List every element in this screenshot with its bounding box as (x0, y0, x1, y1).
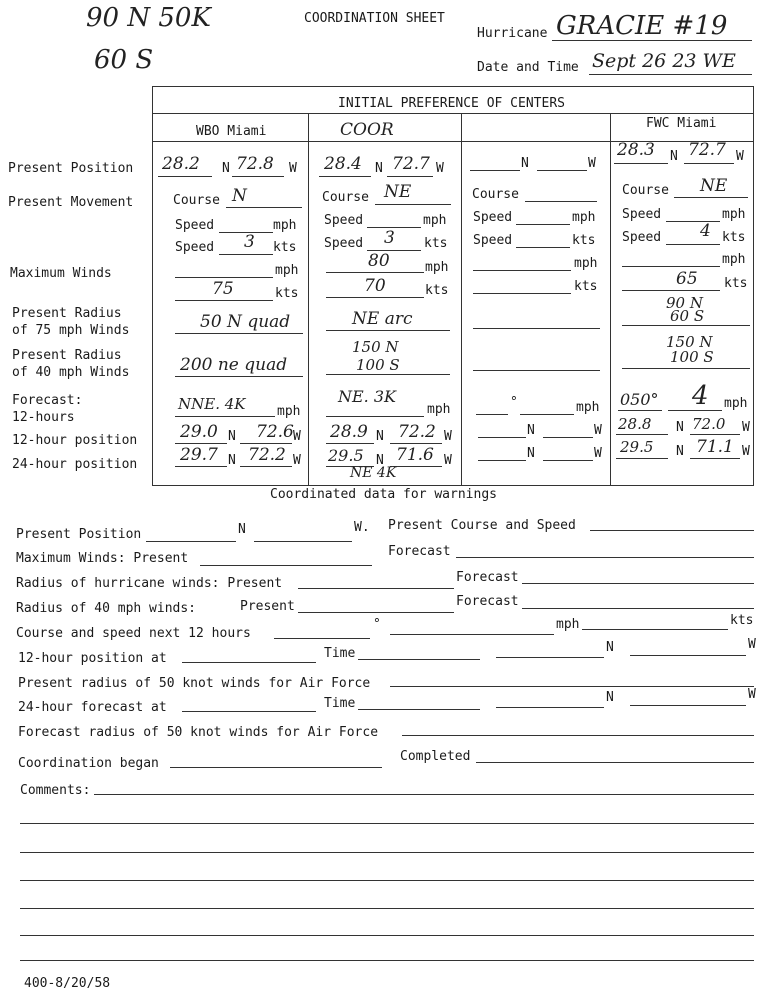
comment-line (20, 823, 754, 824)
fwc-n-label: N (670, 149, 678, 164)
coor-n24-label: N (376, 453, 384, 468)
cd-radius-hurricane-forecast-field (522, 583, 754, 584)
cd-fc24-time-field (358, 709, 480, 710)
wbo-lat: 28.2 (162, 154, 200, 174)
top-note-2: 60 S (94, 45, 154, 75)
wbo-w-label: W (289, 161, 297, 176)
fwc-lat12: 28.8 (618, 415, 652, 433)
coor-forecast: NE. 3K (338, 387, 396, 406)
coordinated-title: Coordinated data for warnings (270, 487, 497, 502)
table-caption: INITIAL PREFERENCE OF CENTERS (338, 96, 565, 111)
coor-lat12: 28.9 (330, 422, 368, 442)
cd-next12-course-field (274, 638, 370, 639)
fwc-radius75-a: 90 N (666, 294, 703, 312)
cd-radius-40-forecast-label: Forecast (456, 594, 519, 609)
cd-radius-40-field (298, 612, 454, 613)
coor-mph-label: mph (423, 213, 447, 228)
cd-pos12-lat-field (496, 657, 604, 658)
preference-table (152, 86, 754, 486)
label-radius75-2: of 75 mph Winds (12, 323, 130, 338)
wbo-course-label: Course (173, 193, 220, 208)
cd-fc24-w-label: W (748, 687, 756, 702)
col3-n-label: N (521, 156, 529, 171)
cd-radius-hurricane-label: Radius of hurricane winds: Present (16, 576, 283, 591)
hurricane-label: Hurricane (477, 26, 548, 41)
form-number: 400-8/20/58 (24, 976, 111, 991)
cd-present-position-label: Present Position (16, 527, 142, 542)
cd-fc24-lon-field (630, 705, 746, 706)
cd-pos12-w-label: W (748, 637, 756, 652)
fwc-max-mph-label: mph (722, 252, 746, 267)
fwc-max-kts: 65 (676, 269, 698, 289)
fwc-mph-label: mph (722, 207, 746, 222)
cd-began-field (170, 767, 382, 768)
wbo-forecast: NNE. 4K (178, 395, 246, 413)
label-radius75-1: Present Radius (12, 306, 122, 321)
comment-line (20, 880, 754, 881)
fwc-speed-kts: 4 (700, 221, 711, 241)
fwc-max-kts-label: kts (724, 276, 748, 291)
cd-pos12-time-label: Time (324, 646, 356, 661)
cd-w-label: W. (354, 520, 370, 535)
col3-w-label: W (588, 156, 596, 171)
fwc-lon12: 72.0 (692, 415, 726, 433)
hurricane-name: GRACIE #19 (556, 11, 728, 41)
wbo-lat12: 29.0 (180, 422, 218, 442)
label-24-hour-position: 24-hour position (12, 457, 138, 472)
cd-pos12-at-field (182, 662, 316, 663)
column-wbo: WBO Miami (196, 124, 267, 139)
page-title: COORDINATION SHEET (304, 11, 445, 26)
cd-max-winds-label: Maximum Winds: Present (16, 551, 189, 566)
fwc-speed-mph-label: Speed (622, 207, 662, 222)
fwc-lat24: 29.5 (620, 438, 654, 456)
col3-n12-label: N (527, 423, 535, 438)
cd-deg-label: ° (373, 617, 381, 632)
wbo-forecast-mph-label: mph (277, 404, 301, 419)
cd-pos12-label: 12-hour position at (18, 651, 167, 666)
fwc-radius75-b: 60 S (670, 307, 705, 325)
cd-pos12-lon-field (630, 655, 746, 656)
coor-lon: 72.7 (392, 154, 430, 174)
coor-n-label: N (375, 161, 383, 176)
cd-position-lon-field (254, 541, 352, 542)
coor-lat24: 29.5 (328, 446, 364, 465)
cd-radius-40-present-label: Present (240, 599, 295, 614)
col3-max-mph-label: mph (574, 256, 598, 271)
col3-kts-label: kts (572, 233, 596, 248)
wbo-lat24: 29.7 (180, 445, 218, 465)
coor-w-label: W (436, 161, 444, 176)
wbo-max-kts: 75 (212, 279, 234, 299)
wbo-max-mph-label: mph (275, 263, 299, 278)
wbo-max-kts-label: kts (275, 286, 299, 301)
coor-lat: 28.4 (324, 154, 362, 174)
cd-course-speed-label: Present Course and Speed (388, 518, 576, 533)
col3-deg-label: ° (510, 395, 518, 410)
coor-max-kts-label: kts (425, 283, 449, 298)
wbo-speed-kts: 3 (244, 232, 255, 252)
cd-fc24-at-field (182, 711, 316, 712)
cd-fc24-time-label: Time (324, 696, 356, 711)
cd-completed-field (476, 762, 754, 763)
coor-course: NE (384, 182, 412, 202)
coor-lon12: 72.2 (398, 422, 436, 442)
cd-next12-speed-field (390, 634, 554, 635)
wbo-radius75: 50 N quad (200, 312, 291, 332)
coor-course-label: Course (322, 190, 369, 205)
label-forecast: Forecast: (12, 393, 83, 408)
col3-mph-label: mph (572, 210, 596, 225)
comment-line (20, 908, 754, 909)
fwc-w12-label: W (742, 420, 750, 435)
cd-forecast-label: Forecast (388, 544, 451, 559)
cd-pos12-n-label: N (606, 640, 614, 655)
wbo-kts-label: kts (273, 240, 297, 255)
cd-forecast-field (456, 557, 754, 558)
top-note-1: 90 N 50K (86, 3, 211, 33)
label-12-hours: 12-hours (12, 410, 75, 425)
cd-next12-kts-field (582, 629, 728, 630)
coor-max-mph-label: mph (425, 260, 449, 275)
cd-radius-40-label: Radius of 40 mph winds: (16, 601, 197, 616)
wbo-mph-label: mph (273, 218, 297, 233)
cd-n-label: N (238, 522, 246, 537)
wbo-w24-label: W (293, 453, 301, 468)
wbo-lon12: 72.6 (256, 422, 294, 442)
cd-completed-label: Completed (400, 749, 471, 764)
cd-radius-hurricane-field (298, 588, 454, 589)
cd-pos12-time-field (358, 659, 480, 660)
cd-radius50-field (390, 686, 754, 687)
col3-w12-label: W (594, 423, 602, 438)
cd-radius50-label: Present radius of 50 knot winds for Air Force (18, 676, 371, 691)
wbo-n-label: N (222, 161, 230, 176)
fwc-course-label: Course (622, 183, 669, 198)
fwc-course: NE (700, 176, 728, 196)
fwc-lon24: 71.1 (696, 437, 734, 457)
comment-line (20, 852, 754, 853)
col3-w24-label: W (594, 446, 602, 461)
fwc-radius40-a: 150 N (666, 333, 713, 351)
fwc-lon: 72.7 (688, 140, 726, 160)
wbo-speed-mph-label: Speed (175, 218, 215, 233)
datetime-value: Sept 26 23 WE (592, 50, 736, 72)
label-present-position: Present Position (8, 161, 134, 176)
coor-kts-label: kts (424, 236, 448, 251)
col3-speed-mph-label: Speed (473, 210, 513, 225)
fwc-speed-kts-label: Speed (622, 230, 662, 245)
label-present-movement: Present Movement (8, 195, 134, 210)
coor-24-note: NE 4K (350, 465, 397, 481)
label-radius40-1: Present Radius (12, 348, 122, 363)
cd-fc24-label: 24-hour forecast at (18, 700, 167, 715)
comment-line (20, 935, 754, 936)
col3-n24-label: N (527, 446, 535, 461)
fwc-kts-label: kts (722, 230, 746, 245)
fwc-forecast-speed: 4 (692, 381, 709, 411)
cd-kts-label: kts (730, 613, 754, 628)
fwc-forecast-dir: 050° (620, 390, 659, 409)
fwc-w24-label: W (742, 444, 750, 459)
col3-max-kts-label: kts (574, 279, 598, 294)
cd-course-speed-field (590, 530, 754, 531)
fwc-n24-label: N (676, 444, 684, 459)
coor-radius40-b: 100 S (356, 356, 400, 374)
wbo-n24-label: N (228, 453, 236, 468)
cd-radius-40-forecast-field (522, 608, 754, 609)
fwc-n12-label: N (676, 420, 684, 435)
comment-line (94, 794, 754, 795)
coor-radius75: NE arc (352, 309, 413, 329)
fwc-lat: 28.3 (617, 140, 655, 160)
datetime-label: Date and Time (477, 60, 579, 75)
cd-fc-radius50-label: Forecast radius of 50 knot winds for Air Force (18, 725, 379, 740)
coor-speed-kts-label: Speed (324, 236, 364, 251)
label-radius40-2: of 40 mph Winds (12, 365, 130, 380)
coor-radius40-a: 150 N (352, 338, 399, 356)
fwc-radius40-b: 100 S (670, 348, 714, 366)
cd-began-label: Coordination began (18, 756, 159, 771)
wbo-n12-label: N (228, 429, 236, 444)
coor-w12-label: W (444, 429, 452, 444)
coor-forecast-mph-label: mph (427, 402, 451, 417)
column-fwc: FWC Miami (646, 116, 717, 131)
fwc-w-label: W (736, 149, 744, 164)
cd-fc24-n-label: N (606, 690, 614, 705)
cd-comments-label: Comments: (20, 783, 91, 798)
coor-speed-kts: 3 (384, 228, 395, 248)
fwc-forecast-mph-label: mph (724, 396, 748, 411)
cd-position-lat-field (146, 541, 236, 542)
cd-radius-hurricane-forecast-label: Forecast (456, 570, 519, 585)
coor-lon24: 71.6 (396, 445, 434, 465)
comment-line (20, 960, 754, 961)
col3-forecast-mph-label: mph (576, 400, 600, 415)
cd-fc-radius50-field (402, 735, 754, 736)
cd-mph-label: mph (556, 617, 580, 632)
cd-next12-label: Course and speed next 12 hours (16, 626, 251, 641)
coor-w24-label: W (444, 453, 452, 468)
cd-max-winds-field (200, 565, 372, 566)
wbo-lon: 72.8 (236, 154, 274, 174)
coor-speed-mph-label: Speed (324, 213, 364, 228)
coor-max-kts: 70 (364, 276, 386, 296)
label-12-hour-position: 12-hour position (12, 433, 138, 448)
coor-max-mph: 80 (368, 251, 390, 271)
wbo-course: N (232, 186, 247, 206)
wbo-w12-label: W (293, 429, 301, 444)
coor-n12-label: N (376, 429, 384, 444)
wbo-speed-kts-label: Speed (175, 240, 215, 255)
label-maximum-winds: Maximum Winds (10, 266, 112, 281)
column-coor: COOR (340, 120, 394, 140)
col3-speed-kts-label: Speed (473, 233, 513, 248)
cd-fc24-lat-field (496, 707, 604, 708)
wbo-radius40: 200 ne quad (180, 355, 288, 375)
wbo-lon24: 72.2 (248, 445, 286, 465)
col3-course-label: Course (472, 187, 519, 202)
